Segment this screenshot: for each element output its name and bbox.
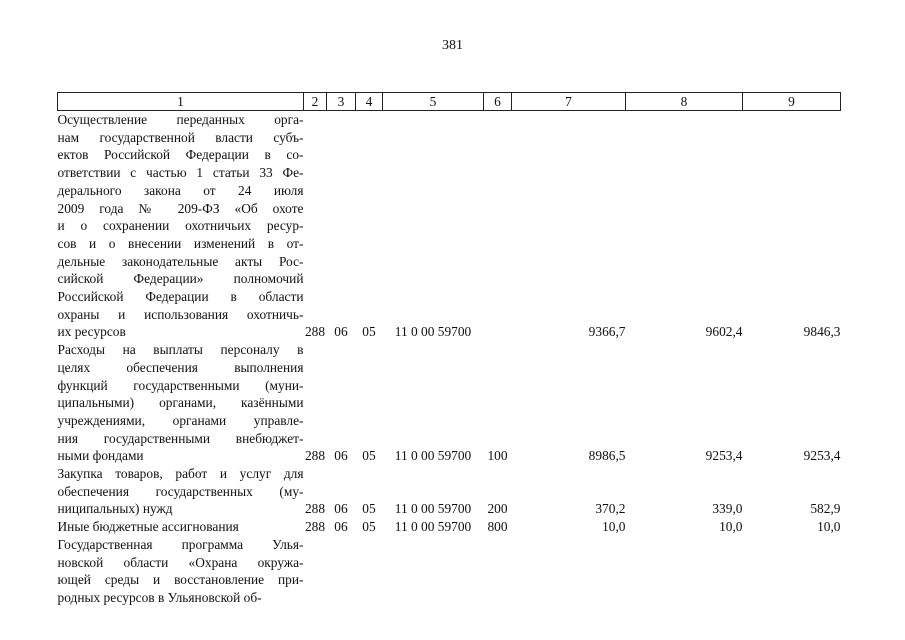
expense-type-cell [484, 536, 512, 607]
subchapter-code-cell: 05 [362, 501, 376, 517]
amount-year3-cell: 9253,4 [803, 448, 841, 464]
header-row [58, 93, 841, 111]
table-body [58, 111, 841, 607]
description-line: Расходы на выплаты персоналу в [57, 342, 304, 358]
header-cell: 2 [304, 93, 327, 111]
target-article-cell: 11 0 00 59700 [394, 501, 472, 517]
amount-year2-cell: 339,0 [712, 501, 743, 517]
amount-year2-cell [626, 536, 743, 607]
description-cell [58, 465, 304, 518]
amount-year1-cell: 370,2 [595, 501, 626, 517]
description-line: учреждениями, органами управле- [57, 412, 304, 428]
budget-table [57, 92, 841, 607]
description-cell [58, 111, 304, 342]
description-line: их ресурсов [57, 324, 126, 340]
header-cell: 3 [327, 93, 356, 111]
subchapter-code-cell: 05 [362, 519, 376, 535]
amount-year3-cell: 10,0 [817, 519, 841, 535]
header-cell: 5 [383, 93, 484, 111]
amount-year1-cell [512, 536, 626, 607]
chapter-code-cell: 06 [334, 448, 348, 464]
table-row [58, 465, 841, 518]
description-line: ципальными) органами, казёнными [57, 395, 304, 411]
description-line: дельные законодательные акты Рос- [57, 253, 304, 269]
description-line: ными фондами [57, 448, 144, 464]
description-cell [58, 536, 304, 607]
description-line: Российской Федерации в области [57, 289, 304, 305]
description-line: сов и о внесении изменений в от- [57, 235, 304, 251]
description-line: охраны и использования охотничь- [57, 306, 304, 322]
target-article-cell: 11 0 00 59700 [394, 519, 472, 535]
table-row [58, 518, 841, 536]
description-line: и о сохранении охотничьих ресур- [57, 218, 304, 234]
header-cell: 9 [743, 93, 841, 111]
description-line: ответствии с частью 1 статьи 33 Фе- [57, 165, 304, 181]
header-cell: 4 [356, 93, 383, 111]
description-line: ниципальных) нужд [57, 501, 173, 517]
table-row [58, 341, 841, 465]
amount-year2-cell: 9602,4 [705, 324, 743, 340]
subchapter-code-cell [356, 536, 383, 607]
amount-year1-cell: 9366,7 [588, 324, 626, 340]
chapter-code-cell: 06 [334, 324, 348, 340]
amount-year3-cell: 9846,3 [803, 324, 841, 340]
subchapter-code-cell: 05 [362, 448, 376, 464]
expense-type-cell [484, 111, 512, 342]
header-cell: 1 [58, 93, 304, 111]
target-article-cell: 11 0 00 59700 [394, 448, 472, 464]
target-article-cell [383, 536, 484, 607]
section-code-cell: 288 [304, 324, 326, 340]
description-line: 2009 года № 209-ФЗ «Об охоте [57, 200, 304, 216]
amount-year1-cell: 10,0 [602, 519, 626, 535]
chapter-code-cell [327, 536, 356, 607]
amount-year3-cell [743, 536, 841, 607]
expense-type-cell: 100 [487, 448, 508, 464]
header-cell: 7 [512, 93, 626, 111]
section-code-cell: 288 [304, 448, 326, 464]
description-cell [58, 518, 304, 536]
expense-type-cell: 200 [487, 501, 508, 517]
description-cell [58, 341, 304, 465]
target-article-cell: 11 0 00 59700 [394, 324, 472, 340]
subchapter-code-cell: 05 [362, 324, 376, 340]
table-row [58, 111, 841, 342]
header-cell: 8 [626, 93, 743, 111]
section-code-cell: 288 [304, 501, 326, 517]
chapter-code-cell: 06 [334, 519, 348, 535]
description-line: обеспечения государственных (му- [57, 483, 304, 499]
description-line: сийской Федерации» полномочий [57, 271, 304, 287]
header-cell: 6 [484, 93, 512, 111]
chapter-code-cell: 06 [334, 501, 348, 517]
description-line: родных ресурсов в Ульяновской об- [57, 589, 262, 605]
description-line: Закупка товаров, работ и услуг для [57, 466, 304, 482]
description-line: целях обеспечения выполнения [57, 359, 304, 375]
amount-year1-cell: 8986,5 [588, 448, 626, 464]
description-line: дерального закона от 24 июля [57, 182, 304, 198]
description-line: функций государственными (муни- [57, 377, 304, 393]
amount-year2-cell: 9253,4 [705, 448, 743, 464]
description-line: ющей среды и восстановление при- [57, 572, 304, 588]
table-row [58, 536, 841, 607]
description-line: ния государственными внебюджет- [57, 430, 304, 446]
section-code-cell: 288 [304, 519, 326, 535]
amount-year2-cell: 10,0 [719, 519, 743, 535]
page-number: 381 [442, 38, 463, 53]
section-code-cell [304, 536, 327, 607]
description-line: нам государственной власти субъ- [57, 129, 304, 145]
description-line: Государственная программа Улья- [57, 536, 304, 552]
amount-year3-cell: 582,9 [810, 501, 841, 517]
description-line: Осуществление переданных орга- [57, 112, 304, 127]
expense-type-cell: 800 [487, 519, 508, 535]
description-line: ектов Российской Федерации в со- [57, 147, 304, 163]
description-line: Иные бюджетные ассигнования [57, 519, 239, 535]
description-line: новской области «Охрана окружа- [57, 554, 304, 570]
